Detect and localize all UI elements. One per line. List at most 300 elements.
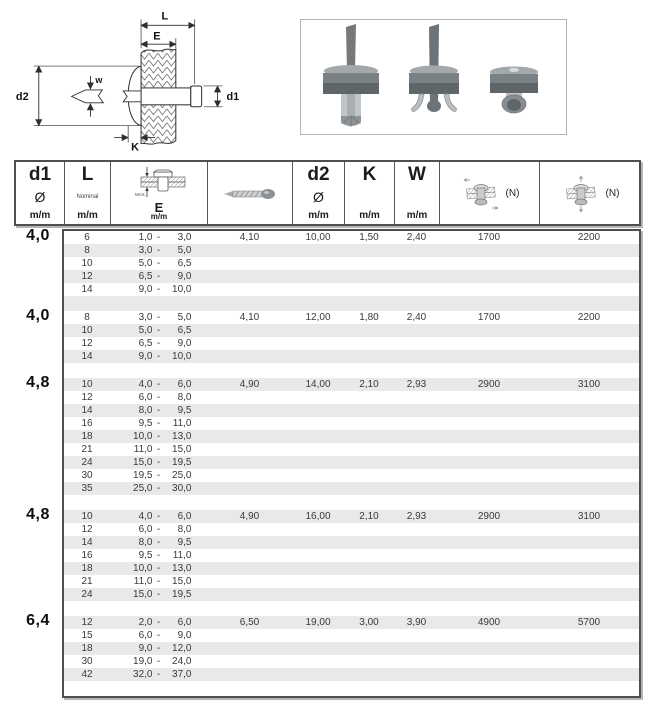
grip-min: 4,0 (138, 511, 153, 522)
col-header-tensile-strength (539, 162, 639, 224)
cell-d2 (292, 270, 344, 283)
cell-length: 15 (81, 630, 93, 641)
cell-d2 (292, 456, 344, 469)
grip-range-icon (127, 166, 191, 198)
cell-K (344, 575, 394, 588)
col-header-L (64, 162, 110, 224)
cell-shear-strength (439, 324, 539, 337)
cell-shear-strength: 2900 (477, 511, 501, 522)
table-header-row (14, 160, 641, 226)
mandrel-head (191, 86, 202, 107)
grip-max: 5,0 (177, 245, 192, 256)
cell-K (344, 324, 394, 337)
cell-tensile-strength (539, 629, 639, 642)
grip-max: 9,0 (177, 630, 192, 641)
grip-max: 6,0 (177, 617, 192, 628)
cell-drill-diameter (207, 562, 292, 575)
cell-length: 6 (84, 232, 90, 243)
cell-drill-diameter (207, 417, 292, 430)
cell-grip-range (110, 655, 207, 668)
cell-d2 (292, 629, 344, 642)
cell-length: 10 (81, 325, 93, 336)
cell-W (394, 337, 439, 350)
diameter-symbol: Ø (313, 188, 324, 205)
dim-label-L: L (161, 10, 169, 23)
cell-d2 (292, 482, 344, 495)
cell-d2 (292, 642, 344, 655)
cell-tensile-strength (539, 337, 639, 350)
shear-unit-label: (N) (505, 188, 520, 199)
cell-grip-range (110, 404, 207, 417)
cell-length: 42 (81, 669, 93, 680)
cell-W (394, 469, 439, 482)
table-row (64, 536, 639, 549)
grip-max: 30,0 (172, 483, 192, 494)
cell-W (394, 417, 439, 430)
grip-min: 11,0 (133, 444, 153, 455)
cell-K: 3,00 (359, 617, 379, 628)
cell-drill-diameter: 6,50 (239, 617, 260, 628)
cell-W (394, 642, 439, 655)
table-row (64, 270, 639, 283)
rivet-dimension-drawing (6, 4, 294, 152)
cell-d2 (292, 469, 344, 482)
grip-max: 6,0 (177, 379, 192, 390)
cell-drill-diameter (207, 642, 292, 655)
cell-W (394, 257, 439, 270)
grip-dash: - (156, 325, 161, 336)
grip-max: 9,0 (177, 338, 192, 349)
cell-K: 1,80 (359, 312, 379, 323)
cell-tensile-strength (539, 324, 639, 337)
table-row (64, 391, 639, 404)
grip-max: 8,0 (177, 524, 192, 535)
cell-K (344, 668, 394, 681)
cell-d2 (292, 549, 344, 562)
grip-min: 1,0 (138, 232, 153, 243)
cell-grip-range (110, 482, 207, 495)
col-header-K (344, 162, 394, 224)
cell-shear-strength (439, 391, 539, 404)
grip-min: 10,0 (133, 563, 153, 574)
cell-K (344, 536, 394, 549)
cell-length: 14 (81, 284, 93, 295)
grip-dash: - (156, 589, 161, 600)
L-unit: m/m (77, 210, 98, 221)
table-row (64, 616, 639, 629)
cell-grip-range (110, 629, 207, 642)
table-row (64, 443, 639, 456)
cell-shear-strength: 2900 (477, 379, 501, 390)
grip-max: 24,0 (172, 656, 192, 667)
tensile-strength-icon (560, 175, 602, 213)
grip-dash: - (156, 418, 161, 429)
cell-grip-range (110, 456, 207, 469)
grip-dash: - (156, 232, 161, 243)
table-row (64, 642, 639, 655)
cell-grip-range (110, 575, 207, 588)
table-row (64, 257, 639, 270)
d1-title: d1 (28, 164, 52, 185)
grip-min: 8,0 (138, 537, 153, 548)
cell-d2: 14,00 (305, 379, 331, 390)
col-header-E (110, 162, 207, 224)
cell-tensile-strength (539, 270, 639, 283)
cell-K (344, 257, 394, 270)
grip-dash: - (156, 511, 161, 522)
cell-W (394, 391, 439, 404)
d1-gutter (14, 229, 62, 698)
cell-K (344, 443, 394, 456)
cell-grip-range (110, 231, 207, 244)
cell-d2 (292, 523, 344, 536)
grip-min: 19,5 (133, 470, 153, 481)
W-title: W (408, 164, 426, 185)
grip-max: 8,0 (177, 392, 192, 403)
cell-shear-strength (439, 270, 539, 283)
spec-table (14, 160, 641, 698)
grip-dash: - (156, 617, 161, 628)
cell-K (344, 391, 394, 404)
grip-dash: - (156, 392, 161, 403)
cell-K (344, 549, 394, 562)
cell-drill-diameter: 4,10 (239, 312, 260, 323)
table-row (64, 510, 639, 523)
cell-tensile-strength (539, 549, 639, 562)
grip-min: 6,0 (138, 392, 153, 403)
cell-tensile-strength (539, 404, 639, 417)
cell-drill-diameter (207, 482, 292, 495)
cell-W (394, 443, 439, 456)
cell-tensile-strength (539, 655, 639, 668)
cell-W (394, 575, 439, 588)
grip-min: 6,5 (138, 271, 153, 282)
spacer-row (64, 495, 639, 510)
grip-min: 9,5 (138, 550, 153, 561)
table-body (62, 229, 641, 698)
grip-dash: - (156, 405, 161, 416)
grip-dash: - (156, 643, 161, 654)
cell-shear-strength (439, 283, 539, 296)
col-header-d2 (292, 162, 344, 224)
cell-shear-strength (439, 562, 539, 575)
cell-d2 (292, 404, 344, 417)
cell-tensile-strength (539, 456, 639, 469)
group-d1-value: 4,8 (26, 506, 50, 523)
group-d1-value: 6,4 (26, 612, 50, 629)
grip-min: 6,0 (138, 630, 153, 641)
cell-drill-diameter: 4,90 (239, 379, 260, 390)
cell-K (344, 655, 394, 668)
cell-d2 (292, 283, 344, 296)
cell-W (394, 549, 439, 562)
table-row (64, 629, 639, 642)
cell-K (344, 417, 394, 430)
grip-min: 15,0 (133, 589, 153, 600)
cell-K (344, 588, 394, 601)
cell-drill-diameter (207, 391, 292, 404)
table-row (64, 469, 639, 482)
grip-dash: - (156, 351, 161, 362)
cell-tensile-strength: 2200 (577, 312, 601, 323)
d1-unit: m/m (29, 210, 51, 221)
cell-d2 (292, 257, 344, 270)
cell-drill-diameter (207, 244, 292, 257)
grip-min: 32,0 (133, 669, 153, 680)
cell-W (394, 456, 439, 469)
L-subtitle: Nominal (76, 193, 99, 200)
cell-grip-range (110, 311, 207, 324)
cell-length: 24 (81, 457, 93, 468)
cell-tensile-strength (539, 523, 639, 536)
grip-min: 9,0 (138, 284, 153, 295)
E-title: E (154, 200, 164, 215)
cell-drill-diameter (207, 668, 292, 681)
cell-d2 (292, 350, 344, 363)
group-d1-value: 4,0 (26, 307, 50, 324)
grip-dash: - (156, 379, 161, 390)
cell-length: 21 (81, 576, 93, 587)
cell-K (344, 404, 394, 417)
cell-W (394, 655, 439, 668)
cell-grip-range (110, 668, 207, 681)
cell-shear-strength (439, 575, 539, 588)
cell-grip-range (110, 283, 207, 296)
table-row (64, 244, 639, 257)
cell-length: 35 (81, 483, 93, 494)
cell-K (344, 523, 394, 536)
cell-grip-range (110, 549, 207, 562)
cell-length: 12 (81, 338, 93, 349)
grip-max: 9,5 (177, 405, 192, 416)
table-row (64, 575, 639, 588)
cell-tensile-strength (539, 417, 639, 430)
grip-dash: - (156, 576, 161, 587)
cell-length: 16 (81, 550, 93, 561)
cell-W (394, 536, 439, 549)
cell-shear-strength (439, 482, 539, 495)
grip-max: 3,0 (177, 232, 192, 243)
table-row (64, 549, 639, 562)
cell-W (394, 523, 439, 536)
cell-d2 (292, 244, 344, 257)
cell-grip-range (110, 469, 207, 482)
cell-drill-diameter (207, 337, 292, 350)
cell-tensile-strength (539, 575, 639, 588)
table-row (64, 523, 639, 536)
grip-max: 10,0 (172, 351, 192, 362)
cell-K (344, 562, 394, 575)
grip-max: 5,0 (177, 312, 192, 323)
cell-length: 12 (81, 392, 93, 403)
grip-dash: - (156, 444, 161, 455)
table-row (64, 456, 639, 469)
max-label: MAX. (135, 192, 147, 197)
cell-shear-strength (439, 443, 539, 456)
cell-W (394, 244, 439, 257)
cell-tensile-strength (539, 668, 639, 681)
cell-shear-strength (439, 549, 539, 562)
grip-min: 25,0 (133, 483, 153, 494)
cell-shear-strength (439, 430, 539, 443)
cell-tensile-strength: 5700 (577, 617, 601, 628)
dim-label-E: E (153, 30, 161, 43)
cell-shear-strength: 1700 (477, 312, 501, 323)
cell-d2 (292, 562, 344, 575)
col-header-W (394, 162, 439, 224)
cell-drill-diameter (207, 430, 292, 443)
cell-tensile-strength (539, 443, 639, 456)
cell-tensile-strength (539, 283, 639, 296)
cell-tensile-strength (539, 350, 639, 363)
grip-min: 15,0 (133, 457, 153, 468)
cell-shear-strength (439, 257, 539, 270)
cell-drill-diameter (207, 629, 292, 642)
cell-tensile-strength (539, 469, 639, 482)
col-header-drill (207, 162, 292, 224)
table-row (64, 417, 639, 430)
grip-max: 25,0 (172, 470, 192, 481)
cell-d2 (292, 443, 344, 456)
shear-strength-icon (460, 175, 502, 213)
cell-tensile-strength (539, 430, 639, 443)
cell-K (344, 283, 394, 296)
cell-length: 21 (81, 444, 93, 455)
cell-drill-diameter (207, 469, 292, 482)
table-row (64, 588, 639, 601)
cell-tensile-strength (539, 562, 639, 575)
cell-drill-diameter (207, 257, 292, 270)
table-row (64, 482, 639, 495)
cell-drill-diameter (207, 655, 292, 668)
cell-d2: 12,00 (305, 312, 331, 323)
cell-grip-range (110, 616, 207, 629)
cell-d2 (292, 588, 344, 601)
cell-W (394, 629, 439, 642)
cell-d2: 19,00 (305, 617, 331, 628)
grip-max: 10,0 (172, 284, 192, 295)
cell-length: 18 (81, 431, 93, 442)
cell-tensile-strength: 3100 (577, 511, 601, 522)
install-step-3 (490, 67, 538, 114)
dim-label-d1: d1 (226, 90, 240, 103)
cell-grip-range (110, 378, 207, 391)
cell-length: 12 (81, 524, 93, 535)
cell-K (344, 469, 394, 482)
grip-max: 15,0 (172, 444, 192, 455)
installation-steps-illustration (300, 19, 567, 135)
cell-drill-diameter (207, 523, 292, 536)
cell-W: 2,93 (406, 511, 427, 522)
install-step-2 (409, 24, 459, 112)
grip-dash: - (156, 656, 161, 667)
cell-shear-strength (439, 469, 539, 482)
cell-K: 2,10 (359, 511, 379, 522)
cell-K (344, 642, 394, 655)
grip-min: 4,0 (138, 379, 153, 390)
cell-tensile-strength: 3100 (577, 379, 601, 390)
cell-d2 (292, 430, 344, 443)
dim-label-W: w (95, 74, 103, 85)
cell-grip-range (110, 510, 207, 523)
cell-drill-diameter (207, 404, 292, 417)
cell-W: 2,40 (406, 232, 427, 243)
cell-length: 18 (81, 563, 93, 574)
cell-W (394, 283, 439, 296)
cell-drill-diameter (207, 588, 292, 601)
cell-tensile-strength (539, 642, 639, 655)
installation-steps-figures (301, 20, 566, 134)
grip-dash: - (156, 470, 161, 481)
grip-max: 12,0 (172, 643, 192, 654)
K-title: K (362, 164, 377, 185)
K-unit: m/m (359, 210, 380, 221)
grip-min: 5,0 (138, 258, 153, 269)
table-body-area (14, 229, 641, 698)
cell-d2 (292, 655, 344, 668)
table-row (64, 668, 639, 681)
grip-min: 5,0 (138, 325, 153, 336)
cell-grip-range (110, 417, 207, 430)
grip-dash: - (156, 338, 161, 349)
cell-shear-strength (439, 404, 539, 417)
grip-min: 2,0 (138, 617, 153, 628)
cell-d2 (292, 417, 344, 430)
cell-grip-range (110, 270, 207, 283)
cell-tensile-strength (539, 257, 639, 270)
table-row (64, 562, 639, 575)
cell-K (344, 270, 394, 283)
cell-W (394, 482, 439, 495)
grip-min: 9,0 (138, 643, 153, 654)
cell-shear-strength (439, 642, 539, 655)
grip-max: 9,0 (177, 271, 192, 282)
table-row (64, 283, 639, 296)
grip-max: 13,0 (172, 563, 192, 574)
cell-shear-strength (439, 337, 539, 350)
cell-grip-range (110, 324, 207, 337)
cell-shear-strength (439, 588, 539, 601)
cell-tensile-strength (539, 244, 639, 257)
cell-K (344, 456, 394, 469)
cell-length: 8 (84, 312, 90, 323)
cell-shear-strength: 4900 (477, 617, 501, 628)
cell-drill-diameter (207, 283, 292, 296)
cell-W (394, 270, 439, 283)
cell-shear-strength (439, 629, 539, 642)
grip-dash: - (156, 284, 161, 295)
grip-min: 9,5 (138, 418, 153, 429)
grip-max: 6,5 (177, 258, 192, 269)
cell-d2: 16,00 (305, 511, 331, 522)
dim-label-K: K (131, 141, 140, 152)
table-row (64, 430, 639, 443)
cell-grip-range (110, 588, 207, 601)
grip-min: 3,0 (138, 312, 153, 323)
grip-max: 9,5 (177, 537, 192, 548)
tensile-unit-label: (N) (605, 188, 620, 199)
group-d1-value: 4,8 (26, 374, 50, 391)
cell-tensile-strength: 2200 (577, 232, 601, 243)
cell-K (344, 629, 394, 642)
cell-grip-range (110, 523, 207, 536)
cell-W: 2,40 (406, 312, 427, 323)
grip-dash: - (156, 630, 161, 641)
cell-drill-diameter: 4,10 (239, 232, 260, 243)
table-row (64, 350, 639, 363)
cell-shear-strength: 1700 (477, 232, 501, 243)
grip-min: 11,0 (133, 576, 153, 587)
